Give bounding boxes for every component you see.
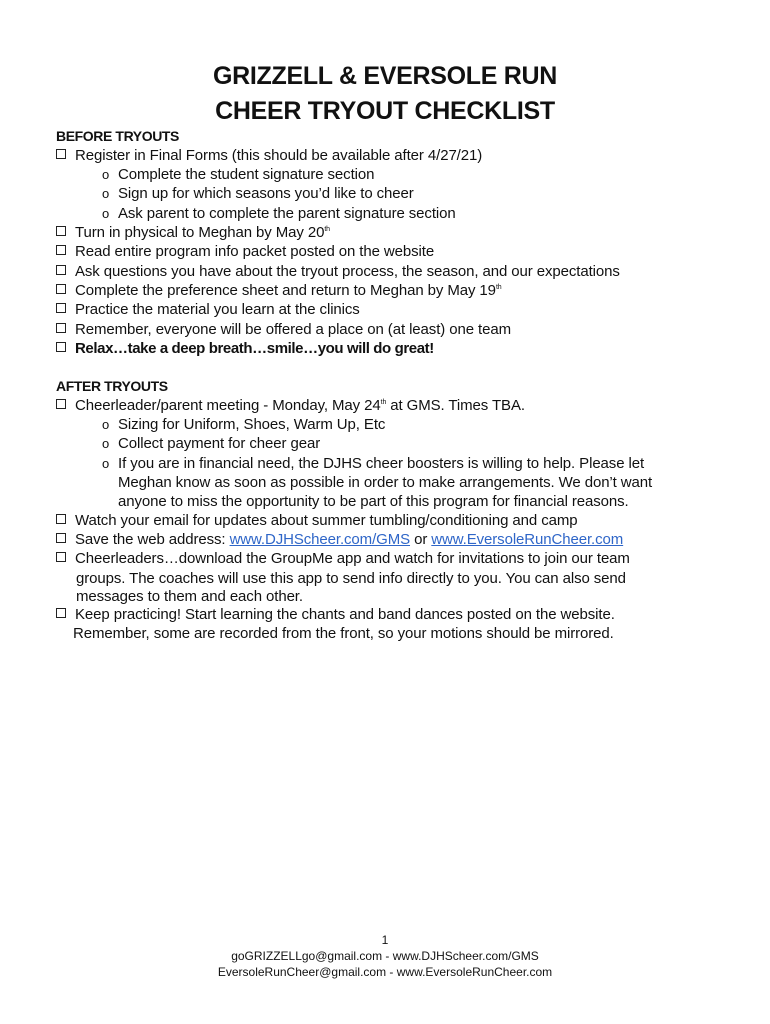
item-text: Remember, everyone will be offered a place on (at least) one team [75,321,511,338]
item-text: Complete the preference sheet and return to Meghan by May 19 [75,282,496,299]
circle-bullet-icon: o [102,436,110,451]
item-text: Turn in physical to Meghan by May 20 [75,224,325,241]
footer-contact-line-1: goGRIZZELLgo@gmail.com - www.DJHScheer.com/GMS [231,949,539,963]
checkbox-icon [56,149,66,159]
checklist-item [56,223,330,242]
sub-item [102,165,374,184]
checkbox-icon [56,226,66,236]
document-title-line-1: GRIZZELL & EVERSOLE RUN [212,62,558,90]
sub-item-text: Ask parent to complete the parent signature section [118,205,456,222]
checkbox-icon [56,533,66,543]
checklist-item [56,396,525,415]
checklist-item-emphasis [56,339,434,358]
sub-item-text: Complete the student signature section [118,166,375,183]
item-text: Relax…take a deep breath…smile…you will do great! [75,340,434,357]
item-text: Practice the material you learn at the clinics [75,301,360,318]
checkbox-icon [56,245,66,255]
ordinal-suffix: th [380,399,387,406]
circle-bullet-icon: o [102,206,110,221]
sub-item-text: Sign up for which seasons you’d like to cheer [118,185,414,202]
checklist-item [56,281,502,300]
checkbox-icon [56,323,66,333]
item-text: Cheerleaders…download the GroupMe app and watch for invitations to join our team [75,550,630,567]
checkbox-icon [56,303,66,313]
checklist-item [56,146,482,165]
footer-contact-line-2: EversoleRunCheer@gmail.com - www.EversoleRunCheer.com [217,965,553,979]
item-text-continued: Remember, some are recorded from the front, so your motions should be mirrored. [73,625,614,642]
item-text: Ask questions you have about the tryout process, the season, and our expectations [75,263,620,280]
sub-item [102,454,644,473]
item-text-or: or [410,531,432,548]
checklist-item [56,511,578,530]
circle-bullet-icon: o [102,417,110,432]
sub-item [102,184,414,203]
item-text-continued: messages to them and each other. [76,588,303,605]
circle-bullet-icon: o [102,167,110,182]
item-text: Cheerleader/parent meeting - Monday, May 24 [75,397,381,414]
checkbox-icon [56,552,66,562]
checklist-item [56,320,511,339]
checklist-item [56,262,620,281]
sub-item-text: Sizing for Uniform, Shoes, Warm Up, Etc [118,416,386,433]
ordinal-suffix: th [495,284,502,291]
circle-bullet-icon: o [102,456,110,471]
checklist-item [56,530,623,549]
checklist-item [56,605,615,624]
item-text-continued: at GMS. Times TBA. [386,397,525,414]
checklist-item [56,300,360,319]
item-text: Save the web address: [75,531,230,548]
checklist-item [56,549,630,568]
checkbox-icon [56,399,66,409]
sub-item [102,434,320,453]
checkbox-icon [56,608,66,618]
item-text-continued: groups. The coaches will use this app to send info directly to you. You can also send [76,570,626,587]
sub-item-text: If you are in financial need, the DJHS cheer boosters is willing to help. Please let [118,455,645,472]
before-tryouts-heading: BEFORE TRYOUTS [56,128,179,144]
item-text: Read entire program info packet posted on the website [75,243,435,260]
checklist-item [56,242,434,261]
checkbox-icon [56,514,66,524]
checkbox-icon [56,342,66,352]
sub-item-text-continued: anyone to miss the opportunity to be part of this program for financial reasons. [118,493,629,510]
item-text: Watch your email for updates about summer tumbling/conditioning and camp [75,512,578,529]
checkbox-icon [56,265,66,275]
eversole-run-cheer-link[interactable]: www.EversoleRunCheer.com [431,531,624,548]
page-number: 1 [381,933,389,947]
sub-item [102,204,456,223]
sub-item-text-continued: Meghan know as soon as possible in order to make arrangements. We don’t want [118,474,653,491]
sub-item-text: Collect payment for cheer gear [118,435,321,452]
djhs-cheer-link[interactable]: www.DJHScheer.com/GMS [229,531,411,548]
item-text: Keep practicing! Start learning the chants and band dances posted on the website. [75,606,615,623]
circle-bullet-icon: o [102,186,110,201]
ordinal-suffix: th [324,226,330,233]
after-tryouts-heading: AFTER TRYOUTS [56,378,168,394]
item-text: Register in Final Forms (this should be available after 4/27/21) [75,147,483,164]
document-title-line-2: CHEER TRYOUT CHECKLIST [215,97,555,125]
sub-item [102,415,385,434]
checkbox-icon [56,284,66,294]
